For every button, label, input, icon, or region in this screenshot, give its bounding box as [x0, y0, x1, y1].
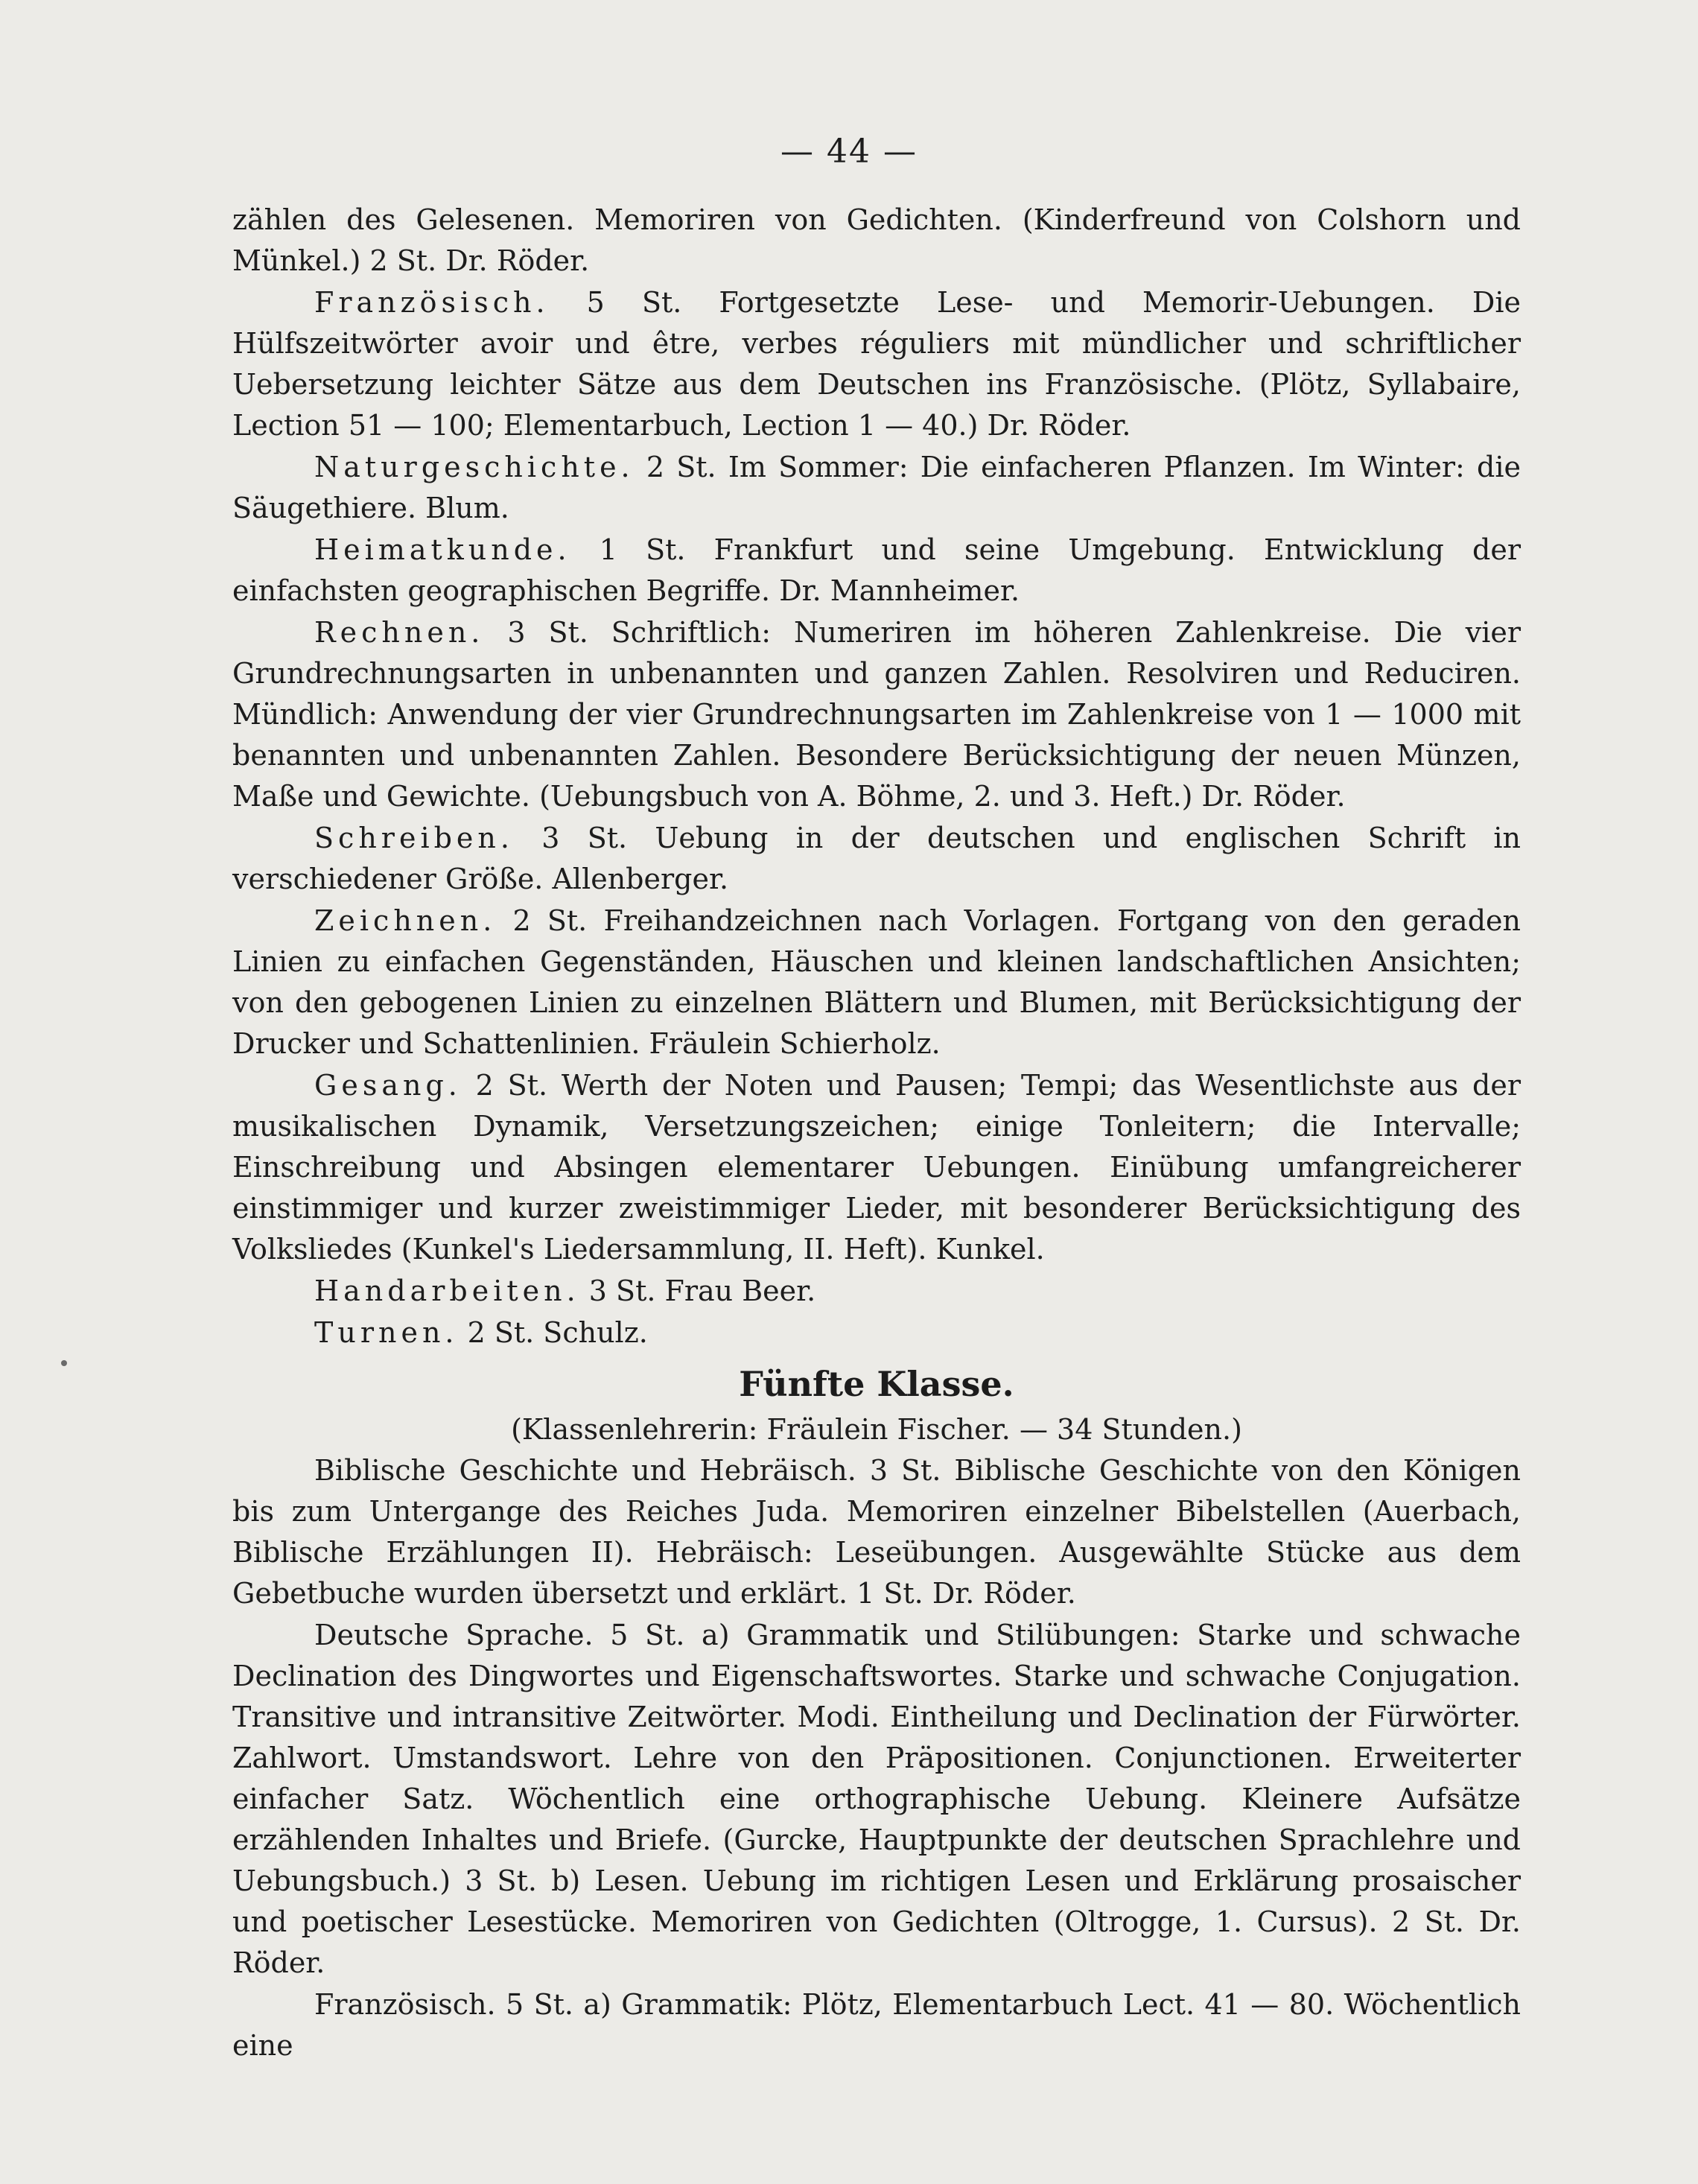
paragraph-text: 5 St. a) Grammatik: Plötz, Elementarbuch Lect. 41 — 80. Wöchentlich eine [232, 1988, 1521, 2062]
subject-label: Biblische Geschichte und Hebräisch. [314, 1454, 856, 1487]
paragraph-naturgeschichte [232, 447, 1521, 529]
paragraph-gesang [232, 1065, 1521, 1270]
section-subheading: (Klassenlehrerin: Fräulein Fischer. — 34 Stunden.) [511, 1413, 1242, 1446]
paragraph-text: 2 St. Freihandzeichnen nach Vorlagen. Fortgang von den geraden Linien zu einfachen Gegenständen, Häuschen und kleinen landschaftlichen Ansichten; von den gebogenen Linien zu einzelnen Blättern und Blumen, mit Berücksichtigung der Drucker und Schattenlinien. Fräulein Schierholz. [232, 904, 1521, 1060]
paragraph-text: 2 St. Im Sommer: Die einfacheren Pflanzen. Im Winter: die Säugethiere. Blum. [232, 451, 1521, 524]
subject-label: Schreiben. [314, 822, 514, 854]
page-number: — 44 — [780, 133, 918, 171]
subject-label: Heimatkunde. [314, 533, 571, 566]
paragraph-text: 5 St. a) Grammatik und Stilübungen: Starke und schwache Declination des Dingwortes und Eigenschaftswortes. Starke und schwache Conjugation. Transitive und intransitive Zeitwörter. Modi. Eintheilung und Declination der Fürwörter. Zahlwort. Umstandswort. Lehre von den Präpositionen. Conjunctionen. Erweiterter einfacher Satz. Wöchentlich eine orthographische Uebung. Kleinere Aufsätze erzählenden Inhaltes und Briefe. (Gurcke, Hauptpunkte der deutschen Sprachlehre und Uebungsbuch.) 3 St. b) Lesen. Uebung im richtigen Lesen und Erklärung prosaischer und poetischer Lesestücke. Memoriren von Gedichten (Oltrogge, 1. Cursus). 2 St. Dr. Röder. [232, 1619, 1521, 1979]
paragraph-text: 2 St. Werth der Noten und Pausen; Tempi; das Wesentlichste aus der musikalischen Dynamik, Versetzungszeichen; einige Tonleitern; die Intervalle; Einschreibung und Absingen elementarer Uebungen. Einübung umfangreicherer einstimmiger und kurzer zweistimmiger Lieder, mit besonderer Berücksichtigung des Volksliedes (Kunkel's Liedersammlung, II. Heft). Kunkel. [232, 1069, 1521, 1266]
paragraph-deutsche-sprache [232, 1615, 1521, 1984]
paragraph-text: zählen des Gelesenen. Memoriren von Gedichten. (Kinderfreund von Colshorn und Münkel.) 2 St. Dr. Röder. [232, 203, 1521, 277]
paragraph-text: 5 St. Fortgesetzte Lese- und Memorir-Uebungen. Die Hülfszeitwörter avoir und être, verbes réguliers mit mündlicher und schriftlicher Uebersetzung leichter Sätze aus dem Deutschen ins Französische. (Plötz, Syllabaire, Lection 51 — 100; Elementarbuch, Lection 1 — 40.) Dr. Röder. [232, 286, 1521, 442]
paragraph-text: 3 St. Biblische Geschichte von den Königen bis zum Untergange des Reiches Juda. Memoriren einzelner Bibelstellen (Auerbach, Biblische Erzählungen II). Hebräisch: Leseübungen. Ausgewählte Stücke aus dem Gebetbuche wurden übersetzt und erklärt. 1 St. Dr. Röder. [232, 1454, 1521, 1610]
subject-label: Turnen. [314, 1316, 459, 1349]
paragraph-franzoesisch-5 [232, 1984, 1521, 2066]
subject-label: Französisch. [314, 1988, 496, 2021]
paragraph-handarbeiten [232, 1271, 1521, 1312]
subject-label: Naturgeschichte. [314, 451, 635, 483]
paragraph-text: 3 St. Frau Beer. [579, 1274, 816, 1307]
paragraph-text: 3 St. Uebung in der deutschen und englischen Schrift in verschiedener Größe. Allenberger. [232, 822, 1521, 895]
paragraph-rechnen [232, 612, 1521, 817]
subject-label: Französisch. [314, 286, 550, 319]
subject-label: Rechnen. [314, 616, 485, 649]
paper-fleck [61, 1360, 67, 1366]
paragraph [232, 200, 1521, 282]
paragraph-text: 1 St. Frankfurt und seine Umgebung. Entwicklung der einfachsten geographischen Begriffe. Dr. Mannheimer. [232, 533, 1521, 607]
paragraph-franzoesisch [232, 282, 1521, 446]
text-body [232, 200, 1521, 2067]
section-heading: Fünfte Klasse. [739, 1364, 1014, 1404]
paragraph-heimatkunde [232, 530, 1521, 612]
paragraph-text: 3 St. Schriftlich: Numeriren im höheren Zahlenkreise. Die vier Grundrechnungsarten in unbenannten und ganzen Zahlen. Resolviren und Reduciren. Mündlich: Anwendung der vier Grundrechnungsarten im Zahlenkreise von 1 — 1000 mit benannten und unbenannten Zahlen. Besondere Berücksichtigung der neuen Münzen, Maße und Gewichte. (Uebungsbuch von A. Böhme, 2. und 3. Heft.) Dr. Röder. [232, 616, 1521, 813]
paragraph-biblische-geschichte [232, 1450, 1521, 1614]
paragraph-schreiben [232, 818, 1521, 900]
subject-label: Zeichnen. [314, 904, 497, 937]
subject-label: Deutsche Sprache. [314, 1619, 594, 1651]
paragraph-text: 2 St. Schulz. [458, 1316, 648, 1349]
paragraph-zeichnen [232, 901, 1521, 1064]
paragraph-turnen [232, 1312, 1521, 1353]
subject-label: Gesang. [314, 1069, 462, 1102]
subject-label: Handarbeiten. [314, 1274, 580, 1307]
